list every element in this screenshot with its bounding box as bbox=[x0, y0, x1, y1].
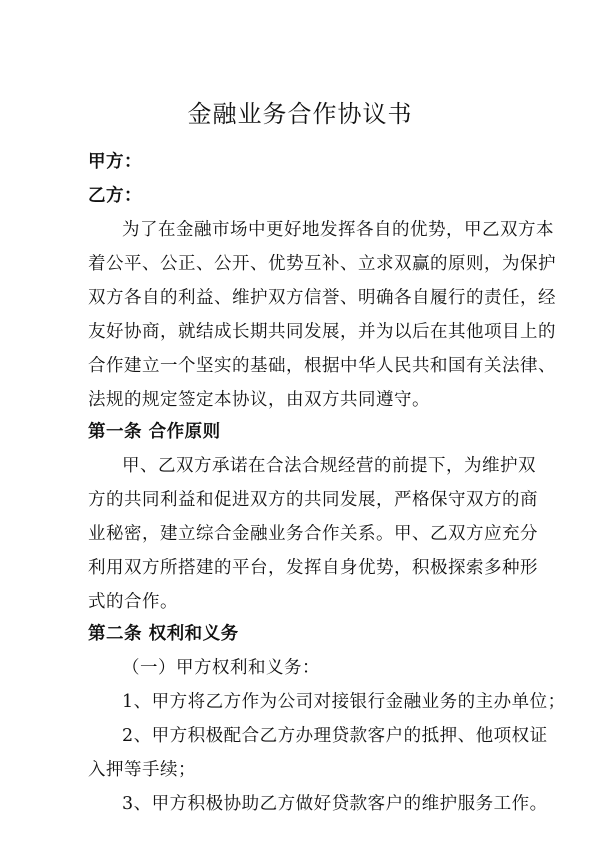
preamble-line: 双方各自的利益、维护双方信誉、明确各自履行的责任，经 bbox=[88, 288, 556, 308]
article1-line: 利用双方所搭建的平台，发挥自身优势，积极探索多种形 bbox=[88, 558, 538, 578]
article2-subheading: （一）甲方权利和义务： bbox=[122, 658, 320, 678]
document-title: 金融业务合作协议书 bbox=[187, 100, 413, 128]
party-b-label: 乙方： bbox=[88, 186, 142, 206]
preamble-line: 为了在金融市场中更好地发挥各自的优势，甲乙双方本 bbox=[122, 220, 554, 240]
article2-item: 1、甲方将乙方作为公司对接银行金融业务的主办单位； bbox=[122, 692, 566, 712]
article2-heading: 第二条 权利和义务 bbox=[88, 624, 239, 644]
article1-heading: 第一条 合作原则 bbox=[88, 422, 221, 442]
article2-item: 入押等手续； bbox=[88, 760, 196, 780]
article1-line: 式的合作。 bbox=[88, 592, 178, 612]
article2-item: 3、甲方积极协助乙方做好贷款客户的维护服务工作。 bbox=[122, 794, 548, 814]
preamble-line: 合作建立一个坚实的基础，根据中华人民共和国有关法律、 bbox=[88, 356, 556, 376]
article1-line: 业秘密，建立综合金融业务合作关系。甲、乙双方应充分 bbox=[88, 524, 538, 544]
article1-line: 甲、乙双方承诺在合法合规经营的前提下，为维护双 bbox=[122, 456, 536, 476]
preamble-line: 友好协商，就结成长期共同发展，并为以后在其他项目上的 bbox=[88, 322, 556, 342]
preamble-line: 着公平、公正、公开、优势互补、立求双赢的原则，为保护 bbox=[88, 254, 556, 274]
article1-line: 方的共同利益和促进双方的共同发展，严格保守双方的商 bbox=[88, 490, 538, 510]
preamble-line: 法规的规定签定本协议，由双方共同遵守。 bbox=[88, 390, 430, 410]
article2-item: 2、甲方积极配合乙方办理贷款客户的抵押、他项权证 bbox=[122, 726, 548, 746]
party-a-label: 甲方： bbox=[88, 152, 142, 172]
